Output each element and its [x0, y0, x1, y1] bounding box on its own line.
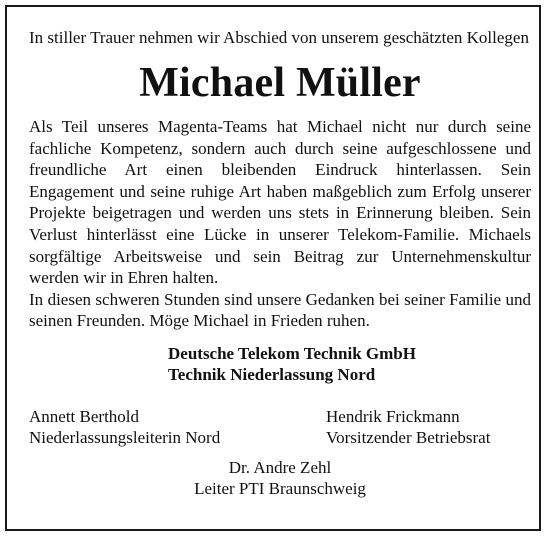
deceased-name: Michael Müller [139, 60, 421, 106]
company-name: Deutsche Telekom Technik GmbH [168, 343, 416, 363]
intro-text: In stiller Trauer nehmen wir Abschied von unserem geschätzten Kollegen [29, 28, 529, 47]
signatory-right [326, 406, 490, 448]
company-division: Technik Niederlassung Nord [168, 364, 376, 384]
signatures-row [29, 406, 531, 448]
signatory-right-name: Hendrik Frickmann [326, 406, 460, 426]
condolence-paragraph: In diesen schweren Stunden sind unsere Gedanken bei seiner Familie und seinen Freunden. Möge Michael in Frieden ruhen. [29, 289, 531, 331]
signatory-right-title: Vorsitzender Betriebsrat [326, 427, 491, 447]
tribute-paragraph: Als Teil unseres Magenta-Teams hat Michael nicht nur durch seine fachliche Kompetenz, sondern auch durch seine aufgeschlossene und freundliche Art einen bleibenden Eindruck hinterlassen. Sein Engagement und seine ruhige Art haben maßgeblich zum Erfolg unserer Projekte beigetragen und werden uns stets in Erinnerung bleiben. Sein Verlust hinterlässt eine Lücke in unserer Telekom-Familie. Michaels sorgfältige Arbeitsweise und sein Beitrag zur Unternehmenskultur werden wir in Ehren halten. [29, 117, 531, 288]
signatory-left-title: Niederlassungsleiterin Nord [29, 427, 221, 447]
obituary-content [29, 27, 531, 499]
signatory-center-title: Leiter PTI Braunschweig [194, 478, 366, 498]
signatory-left-name: Annett Berthold [29, 406, 140, 426]
signatory-center-name: Dr. Andre Zehl [228, 457, 332, 477]
signatory-left [29, 406, 220, 448]
signatory-center [29, 457, 531, 499]
obituary-frame [5, 5, 541, 531]
company-block [168, 343, 531, 385]
